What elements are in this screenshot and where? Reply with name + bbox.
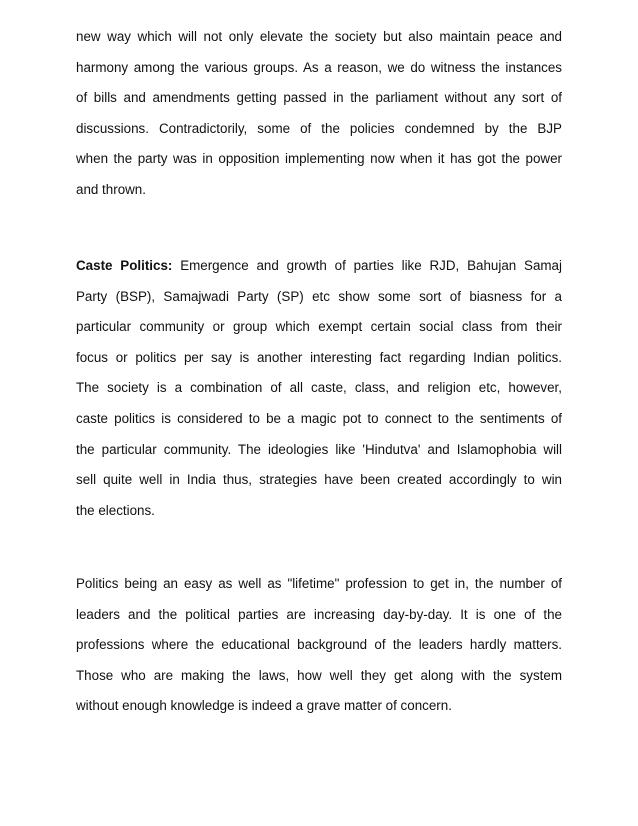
text-line: harmony among the various groups. As a reason, we do witness the instances [76, 59, 562, 75]
text-line: professions where the educational background of the leaders hardly matters. [76, 637, 562, 653]
paragraph-politics-profession [76, 569, 562, 722]
text-line: and thrown. [76, 181, 146, 197]
text-line: caste politics is considered to be a magic pot to connect to the sentiments of [76, 410, 562, 426]
text-line: sell quite well in India thus, strategies have been created accordingly to win [76, 472, 562, 488]
text-line: leaders and the political parties are increasing day-by-day. It is one of the [76, 606, 562, 622]
heading-line-text: Emergence and growth of parties like RJD, Bahujan Samaj [180, 258, 562, 273]
text-line [76, 251, 562, 282]
text-line: particular community or group which exempt certain social class from their [76, 319, 562, 335]
text-line: new way which will not only elevate the society but also maintain peace and [76, 29, 562, 44]
text-line: the elections. [76, 502, 155, 518]
paragraph-caste-politics [76, 251, 562, 526]
text-line: without enough knowledge is indeed a grave matter of concern. [76, 698, 452, 714]
text-line: the particular community. The ideologies like 'Hindutva' and Islamophobia will [76, 441, 562, 457]
text-line: focus or politics per say is another interesting fact regarding Indian politics. [76, 349, 562, 365]
text-line: discussions. Contradictorily, some of the policies condemned by the BJP [76, 120, 562, 136]
section-heading: Caste Politics: [76, 258, 173, 273]
text-line: Politics being an easy as well as "lifetime" profession to get in, the number of [76, 576, 562, 591]
text-line: The society is a combination of all caste, class, and religion etc, however, [76, 380, 562, 396]
text-line: of bills and amendments getting passed in the parliament without any sort of [76, 90, 562, 106]
text-line: Party (BSP), Samajwadi Party (SP) etc show some sort of biasness for a [76, 288, 562, 304]
paragraph-continuation [76, 22, 562, 206]
text-line: when the party was in opposition implementing now when it has got the power [76, 151, 562, 167]
text-line: Those who are making the laws, how well they get along with the system [76, 667, 562, 683]
